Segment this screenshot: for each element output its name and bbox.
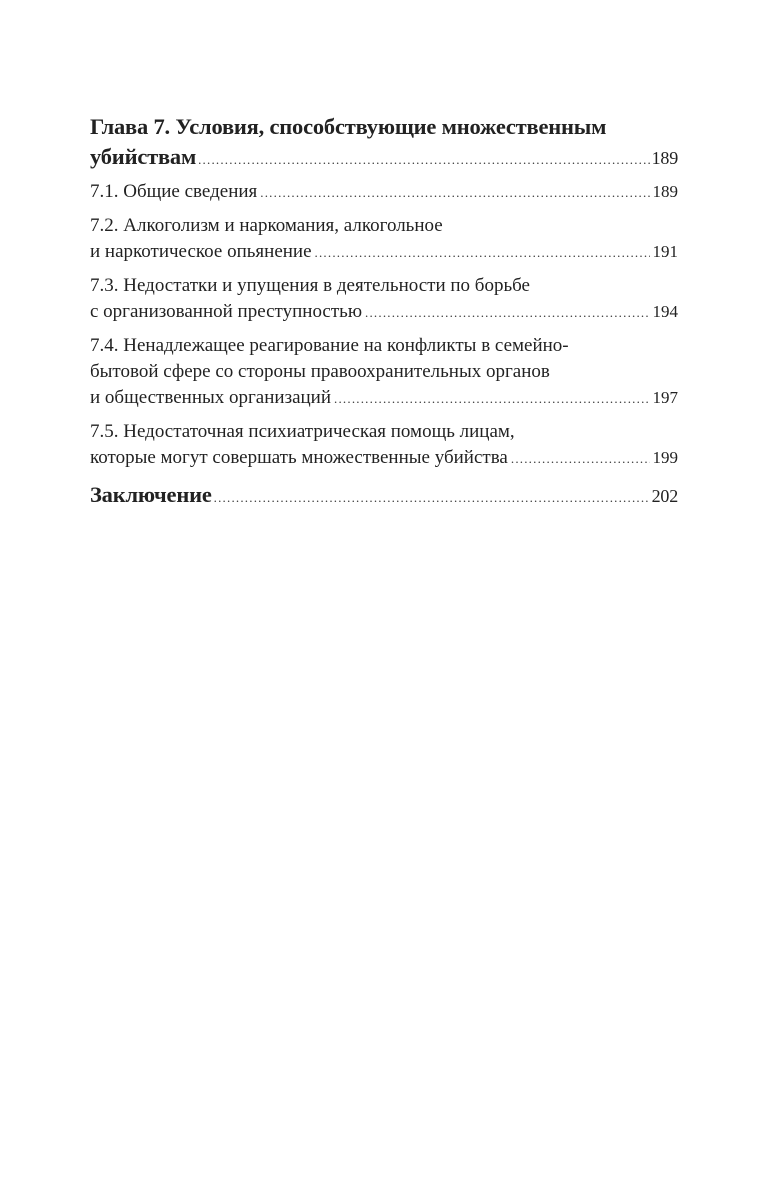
toc-section-7-3[interactable] [90,273,678,326]
toc-section-7-1[interactable] [90,179,678,206]
toc-section-last-line [90,239,678,266]
toc-section-last-line [90,179,678,206]
page-number: 202 [651,486,678,506]
page-number: 189 [651,148,678,168]
dot-leader [334,386,649,412]
table-of-contents [90,112,678,513]
toc-section-7-4[interactable] [90,333,678,412]
toc-section-last-line [90,385,678,412]
toc-chapter-title-line: Глава 7. Условия, способствующие множественным [90,114,607,139]
toc-conclusion-title: Заключение [90,482,212,507]
toc-section-title-line: бытовой сфере со стороны правоохранительных органов [90,361,550,382]
toc-section-title-line: 7.2. Алкоголизм и наркомания, алкогольное [90,215,443,236]
toc-section-title-line: 7.4. Ненадлежащее реагирование на конфликты в семейно- [90,335,569,356]
dot-leader [511,446,650,472]
toc-chapter-title-last-line [90,142,678,175]
dot-leader [198,145,649,175]
toc-section-last-line [90,299,678,326]
toc-section-title-tail: с организованной преступностью [90,301,363,322]
toc-section-title: 7.1. Общие сведения [90,181,258,202]
toc-section-title-line: 7.3. Недостатки и упущения в деятельности по борьбе [90,275,530,296]
toc-section-title-tail: которые могут совершать множественные убийства [90,447,508,468]
dot-leader [260,180,649,206]
toc-section-7-2[interactable] [90,213,678,266]
page-number: 199 [652,448,678,467]
dot-leader [214,483,650,513]
toc-section-title-tail: и наркотическое опьянение [90,241,312,262]
page-number: 194 [652,302,678,321]
dot-leader [365,300,649,326]
toc-section-7-5[interactable] [90,419,678,472]
dot-leader [315,240,650,266]
toc-conclusion[interactable] [90,480,678,513]
toc-section-last-line [90,445,678,472]
page-number: 197 [652,388,678,407]
toc-chapter-title-tail: убийствам [90,144,197,169]
toc-conclusion-line [90,480,678,513]
toc-chapter-7[interactable] [90,112,678,175]
page-number: 191 [652,242,678,261]
page-number: 189 [652,182,678,201]
toc-section-title-tail: и общественных организаций [90,387,332,408]
toc-section-title-line: 7.5. Недостаточная психиатрическая помощь лицам, [90,421,515,442]
